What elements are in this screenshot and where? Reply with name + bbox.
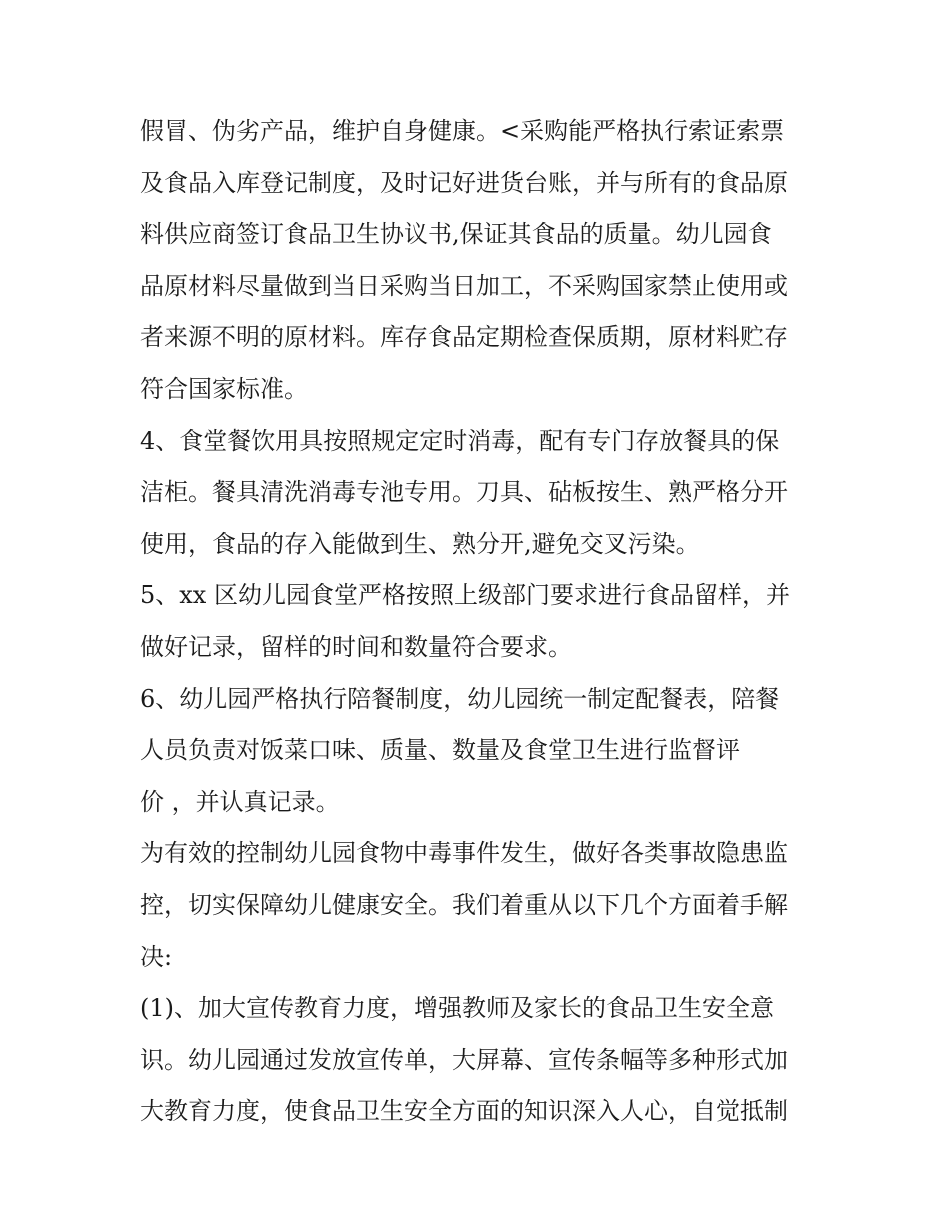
document-body — [140, 106, 820, 1138]
text-line: 6、幼儿园严格执行陪餐制度，幼儿园统一制定配餐表，陪餐 — [140, 684, 780, 713]
text-line: 使用，食品的存入能做到生、熟分开,避免交叉污染。 — [140, 529, 700, 558]
text-line: 及食品入库登记制度，及时记好进货台账，并与所有的食品原 — [140, 168, 788, 197]
text-line: 5、xx 区幼儿园食堂严格按照上级部门要求进行食品留样，并 — [140, 581, 790, 610]
text-line: 控，切实保障幼儿健康安全。我们着重从以下几个方面着手解 — [140, 890, 788, 919]
text-line: 识。幼儿园通过发放宣传单，大屏幕、宣传条幅等多种形式加 — [140, 1045, 788, 1074]
text-line: 人员负责对饭菜口味、质量、数量及食堂卫生进行监督评 — [140, 736, 740, 765]
text-line: 4、食堂餐饮用具按照规定定时消毒，配有专门存放餐具的保 — [140, 426, 780, 455]
text-line: (1)、加大宣传教育力度，增强教师及家长的食品卫生安全意 — [140, 994, 774, 1023]
text-line: 洁柜。餐具清洗消毒专池专用。刀具、砧板按生、熟严格分开 — [140, 478, 788, 507]
text-line: 决: — [140, 942, 173, 971]
text-line: 品原材料尽量做到当日采购当日加工，不采购国家禁止使用或 — [140, 271, 788, 300]
text-line: 大教育力度，使食品卫生安全方面的知识深入人心，自觉抵制 — [140, 1097, 788, 1126]
text-line: 料供应商签订食品卫生协议书,保证其食品的质量。幼儿园食 — [140, 220, 772, 249]
text-line: 价 ，并认真记录。 — [140, 787, 340, 816]
text-line: 者来源不明的原材料。库存食品定期检查保质期，原材料贮存 — [140, 323, 788, 352]
text-line: 符合国家标准。 — [140, 374, 308, 403]
text-line: 为有效的控制幼儿园食物中毒事件发生，做好各类事故隐患监 — [140, 839, 788, 868]
text-line: 做好记录，留样的时间和数量符合要求。 — [140, 632, 572, 661]
text-line: 假冒、伪劣产品，维护自身健康。<采购能严格执行索证索票 — [140, 117, 785, 145]
